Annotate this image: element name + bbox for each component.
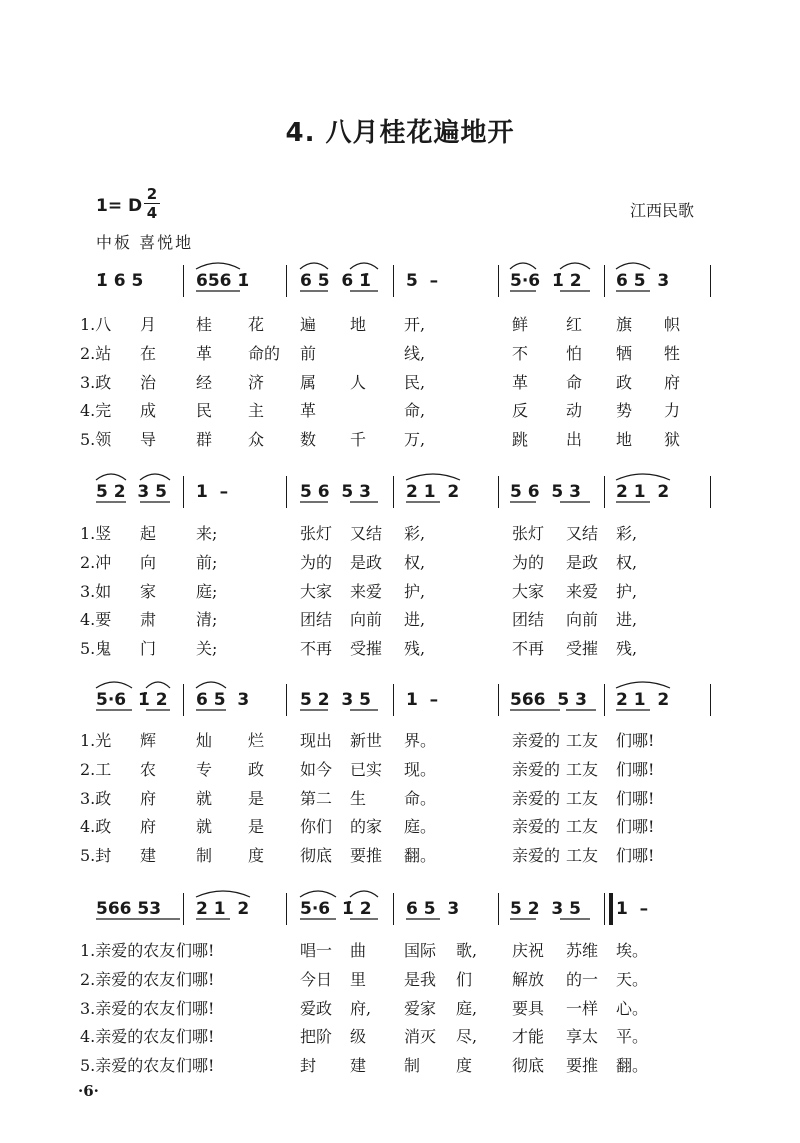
lyric-word: 国际	[404, 941, 437, 960]
lyric-word: 农	[140, 760, 157, 779]
lyric-word: 受摧	[566, 639, 599, 658]
jianpu-notes: 5 2 3 5	[96, 482, 167, 502]
slur	[96, 474, 126, 480]
lyric-word: 就	[196, 789, 213, 808]
lyric-word: 势	[616, 401, 633, 420]
lyric-word: 不再	[300, 639, 333, 658]
lyric-word: 现。	[404, 760, 437, 779]
lyric-word: 今日	[300, 970, 333, 989]
lyric-word: 亲爱的	[512, 846, 561, 865]
lyric-word: 残,	[404, 639, 426, 658]
lyric-word: 解放	[512, 970, 545, 989]
lyric-word: 曲	[350, 941, 367, 960]
lyric-word: 地	[350, 315, 367, 334]
lyric-word: 大家	[300, 582, 333, 601]
lyric-word: 权,	[404, 553, 426, 572]
lyric-word: 命。	[404, 789, 437, 808]
lyric-word: 5.封	[80, 846, 112, 865]
lyric-word: 要推	[566, 1056, 599, 1075]
lyric-word: 的一	[566, 970, 599, 989]
lyric-word: 3.如	[80, 582, 112, 601]
lyric-word: 不	[512, 344, 529, 363]
lyric-word: 跳	[512, 430, 529, 449]
jianpu-notes: 1 –	[406, 690, 439, 710]
lyric-word: 们哪!	[616, 760, 655, 779]
lyric-word: 力	[664, 401, 681, 420]
lyric-word: 们哪!	[176, 970, 215, 989]
lyric-word: 府	[140, 789, 157, 808]
lyric-word: 爱政	[300, 999, 333, 1018]
lyric-word: 2.亲爱的农友	[80, 970, 176, 989]
lyric-word: 翻。	[616, 1056, 649, 1075]
lyric-word: 庭,	[456, 999, 478, 1018]
staff-system-3	[0, 684, 800, 724]
lyric-word: 尽,	[456, 1027, 478, 1046]
lyric-word: 是政	[350, 553, 383, 572]
lyric-word: 彩,	[616, 524, 638, 543]
slur	[300, 263, 328, 269]
lyric-word: 府	[140, 817, 157, 836]
lyric-word: 亲爱的	[512, 731, 561, 750]
slur-marks	[0, 883, 800, 923]
slur	[196, 891, 250, 897]
lyric-word: 的家	[350, 817, 383, 836]
lyric-word: 才能	[512, 1027, 545, 1046]
lyric-word: 政	[248, 760, 265, 779]
lyric-word: 工友	[566, 731, 599, 750]
lyric-word: 们	[456, 970, 473, 989]
staff-system-4	[0, 893, 800, 933]
lyric-word: 遍	[300, 315, 317, 334]
lyric-word: 护,	[404, 582, 426, 601]
lyric-word: 起	[140, 524, 157, 543]
time-denominator: 4	[146, 204, 158, 222]
slur	[510, 263, 536, 269]
lyric-word: 花	[248, 315, 265, 334]
lyric-word: 庆祝	[512, 941, 545, 960]
lyric-word: 革	[512, 373, 529, 392]
lyric-word: 里	[350, 970, 367, 989]
lyric-word: 新世	[350, 731, 383, 750]
jianpu-notes: 6 5 3	[616, 271, 670, 291]
lyric-word: 制	[196, 846, 213, 865]
lyric-word: 5.亲爱的农友	[80, 1056, 176, 1075]
staff-system-2	[0, 476, 800, 516]
lyric-word: 2.站	[80, 344, 112, 363]
lyric-word: 向前	[566, 610, 599, 629]
lyric-word: 第二	[300, 789, 333, 808]
lyric-word: 在	[140, 344, 157, 363]
lyric-word: 现出	[300, 731, 333, 750]
jianpu-notes: 5 2 3 5	[300, 690, 371, 710]
page-number: ·6·	[78, 1082, 99, 1100]
lyric-word: 民,	[404, 373, 426, 392]
jianpu-notes: 656 1̇	[196, 271, 250, 291]
lyric-word: 翻。	[404, 846, 437, 865]
lyric-word: 进,	[616, 610, 638, 629]
lyric-word: 命	[566, 373, 583, 392]
lyric-word: 建	[140, 846, 157, 865]
lyric-word: 为的	[512, 553, 545, 572]
lyric-word: 肃	[140, 610, 157, 629]
staff-system-1	[0, 265, 800, 305]
lyric-word: 导	[140, 430, 157, 449]
lyric-word: 3.政	[80, 373, 112, 392]
jianpu-notes: 5 6 5 3	[300, 482, 371, 502]
lyric-word: 反	[512, 401, 529, 420]
lyric-word: 来爱	[350, 582, 383, 601]
lyric-word: 向前	[350, 610, 383, 629]
lyric-word: 数	[300, 430, 317, 449]
lyric-word: 亲爱的	[512, 789, 561, 808]
lyric-word: 线,	[404, 344, 426, 363]
lyric-word: 辉	[140, 731, 157, 750]
lyric-word: 要具	[512, 999, 545, 1018]
lyric-word: 烂	[248, 731, 265, 750]
lyric-word: 5.鬼	[80, 639, 112, 658]
lyric-word: 苏维	[566, 941, 599, 960]
slur	[196, 682, 226, 688]
lyric-word: 又结	[566, 524, 599, 543]
lyric-word: 4.完	[80, 401, 112, 420]
lyric-word: 桂	[196, 315, 213, 334]
lyric-word: 你们	[300, 817, 333, 836]
lyric-word: 是我	[404, 970, 437, 989]
lyric-word: 怕	[566, 344, 583, 363]
lyric-word: 4.政	[80, 817, 112, 836]
lyric-word: 彻底	[300, 846, 333, 865]
lyric-word: 家	[140, 582, 157, 601]
lyric-word: 把阶	[300, 1027, 333, 1046]
slur	[300, 891, 336, 897]
lyric-word: 级	[350, 1027, 367, 1046]
lyric-word: 4.亲爱的农友	[80, 1027, 176, 1046]
jianpu-notes: 5·6 1̇ 2	[96, 690, 168, 710]
lyric-word: 向	[140, 553, 157, 572]
slur	[616, 263, 650, 269]
slur	[140, 474, 170, 480]
lyric-word: 庭;	[196, 582, 218, 601]
lyric-word: 度	[248, 846, 265, 865]
lyric-word: 是政	[566, 553, 599, 572]
lyric-word: 们哪!	[616, 817, 655, 836]
jianpu-notes: 566 53	[96, 899, 162, 919]
lyric-word: 团结	[300, 610, 333, 629]
jianpu-notes: 1 –	[196, 482, 229, 502]
lyric-word: 前	[300, 344, 317, 363]
slur	[350, 263, 378, 269]
lyric-word: 5.领	[80, 430, 112, 449]
jianpu-notes: 1 –	[616, 899, 649, 919]
lyric-word: 命的	[248, 344, 281, 363]
lyric-word: 4.要	[80, 610, 112, 629]
jianpu-notes: 5·6 1̇ 2	[510, 271, 582, 291]
lyric-word: 革	[300, 401, 317, 420]
slur	[196, 263, 240, 269]
lyric-word: 受摧	[350, 639, 383, 658]
lyric-word: 是	[248, 817, 265, 836]
jianpu-notes: 2 1 2	[616, 482, 670, 502]
jianpu-notes: 566 5 3	[510, 690, 587, 710]
lyric-word: 们哪!	[176, 1027, 215, 1046]
lyric-word: 府	[664, 373, 681, 392]
lyric-word: 主	[248, 401, 265, 420]
song-title: 4. 八月桂花遍地开	[285, 118, 515, 148]
lyric-word: 民	[196, 401, 213, 420]
jianpu-notes: 2 1 2	[616, 690, 670, 710]
lyric-word: 彩,	[404, 524, 426, 543]
lyric-word: 亲爱的	[512, 760, 561, 779]
lyric-word: 为的	[300, 553, 333, 572]
lyric-word: 就	[196, 817, 213, 836]
jianpu-notes: 5 6 5 3	[510, 482, 581, 502]
jianpu-notes: 6 5 3	[406, 899, 460, 919]
slur	[96, 682, 132, 688]
lyric-word: 革	[196, 344, 213, 363]
key-signature: 1= D	[96, 196, 143, 216]
lyric-word: 千	[350, 430, 367, 449]
lyric-word: 爱家	[404, 999, 437, 1018]
lyric-word: 人	[350, 373, 367, 392]
lyric-word: 不再	[512, 639, 545, 658]
slur	[146, 682, 170, 688]
jianpu-notes: 2 1 2	[406, 482, 460, 502]
lyric-word: 张灯	[512, 524, 545, 543]
lyric-word: 权,	[616, 553, 638, 572]
lyric-word: 是	[248, 789, 265, 808]
jianpu-notes: 6 5 6 1̇	[300, 271, 371, 291]
lyric-word: 门	[140, 639, 157, 658]
lyric-word: 政	[616, 373, 633, 392]
lyric-word: 们哪!	[616, 846, 655, 865]
lyric-word: 工友	[566, 817, 599, 836]
lyric-word: 护,	[616, 582, 638, 601]
lyric-word: 生	[350, 789, 367, 808]
lyric-word: 制	[404, 1056, 421, 1075]
lyric-word: 残,	[616, 639, 638, 658]
lyric-word: 1.八	[80, 315, 112, 334]
lyric-word: 们哪!	[616, 789, 655, 808]
jianpu-notes: 5 2 3 5	[510, 899, 581, 919]
lyric-word: 月	[140, 315, 157, 334]
lyric-word: 工友	[566, 846, 599, 865]
lyric-word: 2.工	[80, 760, 112, 779]
lyric-word: 们哪!	[616, 731, 655, 750]
lyric-word: 唱一	[300, 941, 333, 960]
lyric-word: 地	[616, 430, 633, 449]
lyric-word: 前;	[196, 553, 218, 572]
slur	[560, 263, 590, 269]
lyric-word: 府,	[350, 999, 372, 1018]
lyric-word: 属	[300, 373, 317, 392]
lyric-word: 2.冲	[80, 553, 112, 572]
lyric-word: 牺	[616, 344, 633, 363]
lyric-word: 张灯	[300, 524, 333, 543]
lyric-word: 牲	[664, 344, 681, 363]
lyric-word: 天。	[616, 970, 649, 989]
lyric-word: 来爱	[566, 582, 599, 601]
lyric-word: 消灭	[404, 1027, 437, 1046]
lyric-word: 们哪!	[176, 1056, 215, 1075]
lyric-word: 1.光	[80, 731, 112, 750]
lyric-word: 享太	[566, 1027, 599, 1046]
lyric-word: 1.竖	[80, 524, 112, 543]
time-signature	[144, 186, 160, 221]
lyric-word: 旗	[616, 315, 633, 334]
lyric-word: 大家	[512, 582, 545, 601]
lyric-word: 鲜	[512, 315, 529, 334]
lyric-word: 来;	[196, 524, 218, 543]
lyric-word: 建	[350, 1056, 367, 1075]
time-numerator: 2	[146, 185, 158, 203]
lyric-word: 灿	[196, 731, 213, 750]
slur-marks	[0, 674, 800, 714]
lyric-word: 封	[300, 1056, 317, 1075]
lyric-word: 平。	[616, 1027, 649, 1046]
lyric-word: 红	[566, 315, 583, 334]
lyric-word: 经	[196, 373, 213, 392]
lyric-word: 们哪!	[176, 999, 215, 1018]
lyric-word: 群	[196, 430, 213, 449]
lyric-word: 成	[140, 401, 157, 420]
lyric-word: 治	[140, 373, 157, 392]
lyric-word: 一样	[566, 999, 599, 1018]
lyric-word: 命,	[404, 401, 426, 420]
lyric-word: 度	[456, 1056, 473, 1075]
jianpu-notes: 2 1 2	[196, 899, 250, 919]
slur	[350, 891, 378, 897]
slur-marks	[0, 255, 800, 295]
lyric-word: 3.政	[80, 789, 112, 808]
jianpu-notes: 5·6 1̇ 2	[300, 899, 372, 919]
slur-marks	[0, 466, 800, 506]
slur	[616, 682, 670, 688]
jianpu-notes: 5 –	[406, 271, 439, 291]
lyric-word: 要推	[350, 846, 383, 865]
lyric-word: 庭。	[404, 817, 437, 836]
lyric-word: 专	[196, 760, 213, 779]
lyric-word: 出	[566, 430, 583, 449]
tempo-marking: 中板 喜悦地	[96, 233, 194, 252]
lyric-word: 歌,	[456, 941, 478, 960]
lyric-word: 清;	[196, 610, 218, 629]
lyric-word: 界。	[404, 731, 437, 750]
lyric-word: 3.亲爱的农友	[80, 999, 176, 1018]
lyric-word: 关;	[196, 639, 218, 658]
lyric-word: 动	[566, 401, 583, 420]
lyric-word: 又结	[350, 524, 383, 543]
lyric-word: 团结	[512, 610, 545, 629]
lyric-word: 已实	[350, 760, 383, 779]
jianpu-notes: 6 5 3	[196, 690, 250, 710]
lyric-word: 狱	[664, 430, 681, 449]
jianpu-notes: 1̇ 6 5	[96, 271, 144, 291]
lyric-word: 工友	[566, 789, 599, 808]
lyric-word: 心。	[616, 999, 649, 1018]
lyric-word: 1.亲爱的农友	[80, 941, 176, 960]
lyric-word: 们哪!	[176, 941, 215, 960]
slur	[616, 474, 670, 480]
slur	[406, 474, 460, 480]
lyric-word: 彻底	[512, 1056, 545, 1075]
lyric-word: 工友	[566, 760, 599, 779]
lyric-word: 万,	[404, 430, 426, 449]
lyric-word: 如今	[300, 760, 333, 779]
lyric-word: 济	[248, 373, 265, 392]
lyric-word: 埃。	[616, 941, 649, 960]
lyric-word: 开,	[404, 315, 426, 334]
attribution: 江西民歌	[630, 201, 695, 220]
lyric-word: 帜	[664, 315, 681, 334]
lyric-word: 进,	[404, 610, 426, 629]
lyric-word: 亲爱的	[512, 817, 561, 836]
lyric-word: 众	[248, 430, 265, 449]
